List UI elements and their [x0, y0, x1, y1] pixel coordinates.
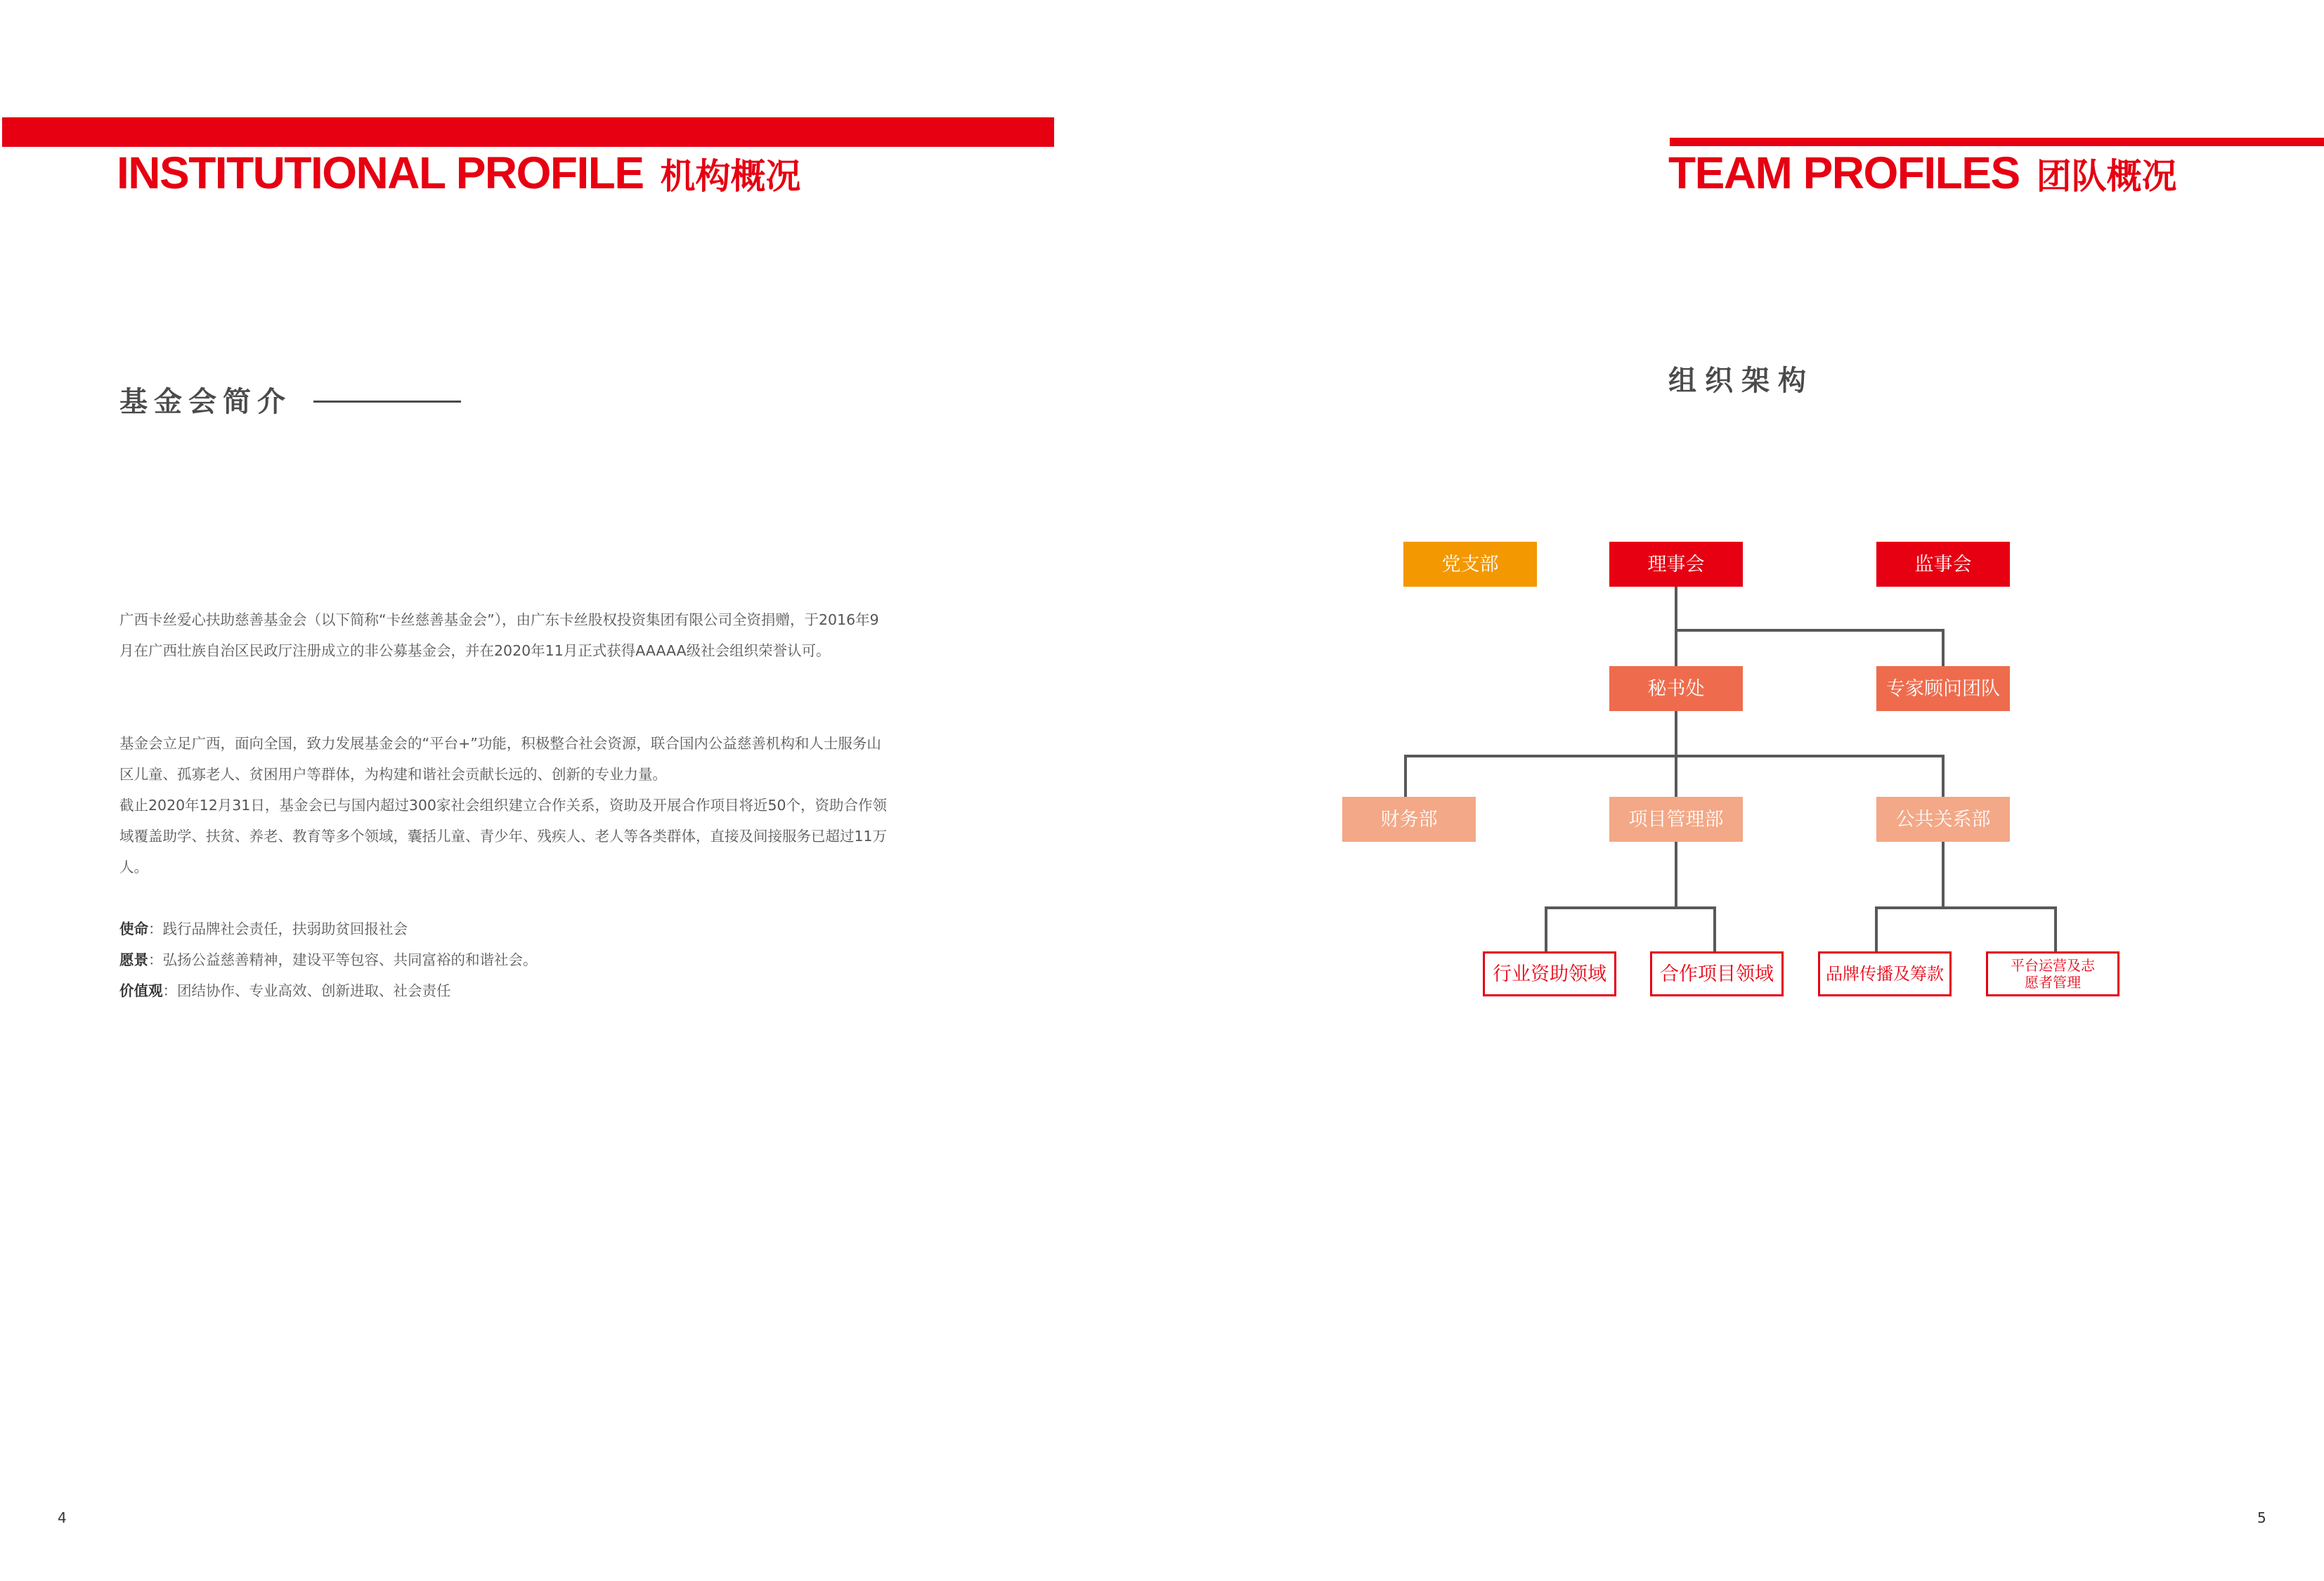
- org-node-project-management-dept: 项目管理部: [1609, 797, 1743, 842]
- values-text: ：团结协作、专业高效、创新进取、社会责任: [162, 982, 451, 999]
- header-title-cn: 机构概况: [660, 156, 801, 197]
- org-node-board-of-supervisors: 监事会: [1876, 542, 2010, 587]
- intro-paragraph: 广西卡丝爱心扶助慈善基金会（以下简称“卡丝慈善基金会”），由广东卡丝股权投资集团有限公司全资捐赠，于2016年9月在广西壮族自治区民政厅注册成立的非公募基金会，并在2020年11月正式获得AAAAA级社会组织荣誉认可。: [119, 611, 879, 659]
- vision-label: 愿景: [119, 951, 148, 968]
- org-node-platform-operation-volunteer-management: 平台运营及志愿者管理: [1986, 951, 2119, 996]
- header-title-cn: 团队概况: [2036, 156, 2177, 197]
- header-title-en: INSTITUTIONAL PROFILE: [117, 148, 644, 198]
- page-number-left: 4: [58, 1509, 67, 1526]
- org-node-industry-funding-area: 行业资助领域: [1483, 951, 1616, 996]
- values-label: 价值观: [119, 982, 163, 999]
- org-chart-title: 组织架构: [1668, 365, 1815, 397]
- section-title: 基金会简介: [119, 386, 292, 418]
- vision-text: ：弘扬公益慈善精神，建设平等包容、共同富裕的和谐社会。: [148, 951, 538, 968]
- org-node-secretariat: 秘书处: [1609, 666, 1743, 711]
- header-title-en: TEAM PROFILES: [1668, 148, 2020, 198]
- org-node-public-relations-dept: 公共关系部: [1876, 797, 2010, 842]
- mission-text: ：践行品牌社会责任，扶弱助贫回报社会: [148, 920, 408, 937]
- org-node-expert-advisory-team: 专家顾问团队: [1876, 666, 2010, 711]
- page-number-right: 5: [2257, 1509, 2266, 1526]
- mission-label: 使命: [119, 920, 148, 937]
- org-node-board-of-directors: 理事会: [1609, 542, 1743, 587]
- stats-paragraph: 截止2020年12月31日，基金会已与国内超过300家社会组织建立合作关系，资助及开展合作项目将近50个，资助合作领域覆盖助学、扶贫、养老、教育等多个领域，囊括儿童、青少年、残疾人、老人等各类群体，直接及间接服务已超过11万人。: [119, 797, 888, 876]
- org-node-party-branch: 党支部: [1403, 542, 1537, 587]
- org-node-cooperative-project-area: 合作项目领域: [1650, 951, 1784, 996]
- platform-paragraph: 基金会立足广西，面向全国，致力发展基金会的“平台+”功能，积极整合社会资源，联合国内公益慈善机构和人士服务山区儿童、孤寡老人、贫困用户等群体，为构建和谐社会贡献长远的、创新的专业力量。: [119, 735, 881, 783]
- org-node-finance-dept: 财务部: [1342, 797, 1476, 842]
- org-node-brand-communication-fundraising: 品牌传播及筹款: [1818, 951, 1952, 996]
